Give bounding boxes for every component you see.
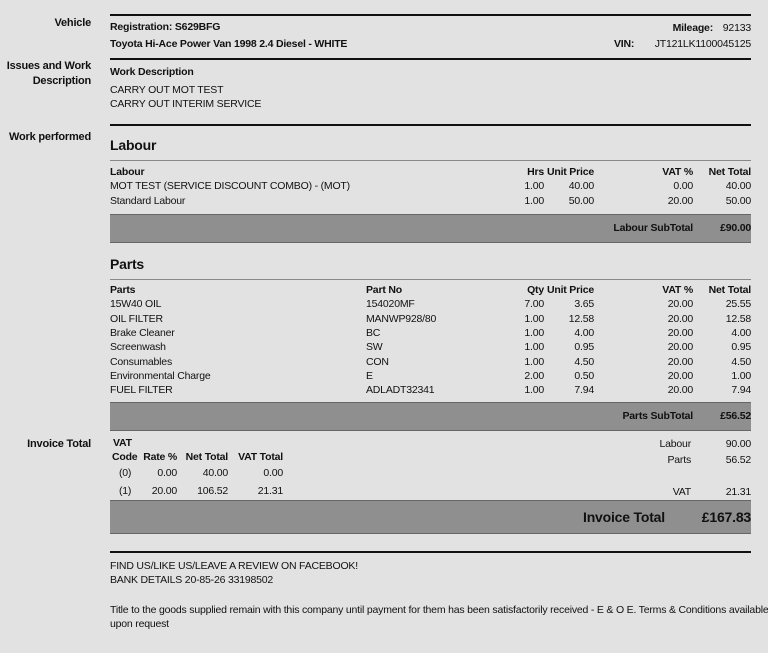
part-name: Brake Cleaner — [110, 327, 175, 340]
part-net-total: 1.00 — [731, 369, 751, 382]
vat-rate: 0.00 — [157, 467, 177, 479]
vat-col-header: VAT % — [662, 284, 693, 297]
vehicle-description: Toyota Hi-Ace Power Van 1998 2.4 Diesel - WHITE — [110, 38, 348, 50]
part-name: Screenwash — [110, 341, 166, 354]
labour-unit-price: 50.00 — [568, 194, 594, 207]
part-qty: 7.00 — [524, 298, 544, 311]
mileage-label: Mileage: — [672, 22, 713, 34]
work-description-line: CARRY OUT INTERIM SERVICE — [110, 98, 262, 110]
invoice-total-label: Invoice Total — [27, 438, 91, 450]
labour-vat: 0.00 — [673, 180, 693, 193]
part-net-total: 4.00 — [731, 327, 751, 340]
part-net-total: 4.50 — [731, 355, 751, 368]
part-name: 15W40 OIL — [110, 298, 162, 311]
part-name: OIL FILTER — [110, 312, 163, 325]
labour-description: Standard Labour — [110, 194, 186, 207]
part-vat: 20.00 — [667, 384, 693, 397]
part-no: ADLADT32341 — [366, 384, 435, 397]
invoice-total-band — [110, 500, 751, 534]
totals-labour-value: 90.00 — [725, 438, 751, 450]
part-net-total: 25.55 — [725, 298, 751, 311]
issues-label-line1: Issues and Work — [6, 60, 91, 72]
labour-net-total: 50.00 — [725, 194, 751, 207]
unit-price-col-header: Unit Price — [546, 284, 594, 297]
vehicle-label: Vehicle — [54, 17, 91, 29]
part-no: SW — [366, 341, 383, 354]
vat-net: 106.52 — [197, 485, 228, 497]
table-row — [110, 369, 751, 383]
part-no: E — [366, 369, 373, 382]
work-performed-rule — [110, 124, 751, 126]
part-unit-price: 3.65 — [574, 298, 594, 311]
labour-header-row — [110, 165, 751, 179]
parts-header-row — [110, 283, 751, 297]
part-name: Consumables — [110, 355, 172, 368]
part-no-col-header: Part No — [366, 284, 402, 297]
labour-unit-price: 40.00 — [568, 180, 594, 193]
parts-table — [110, 283, 751, 397]
part-qty: 1.00 — [524, 355, 544, 368]
grand-total-label: Invoice Total — [583, 509, 665, 525]
parts-col-header: Parts — [110, 284, 136, 297]
vin-label: VIN: — [614, 38, 635, 50]
labour-heading-rule — [110, 160, 751, 161]
part-qty: 1.00 — [524, 384, 544, 397]
parts-subtotal-value: £56.52 — [720, 410, 751, 422]
labour-subtotal-value: £90.00 — [720, 222, 751, 234]
part-vat: 20.00 — [667, 327, 693, 340]
parts-heading: Parts — [110, 256, 145, 272]
totals-vat-label: VAT — [672, 486, 691, 498]
table-row — [110, 194, 751, 208]
part-net-total: 12.58 — [725, 312, 751, 325]
net-total-col-header: Net Total — [708, 284, 751, 297]
footer-facebook: FIND US/LIKE US/LEAVE A REVIEW ON FACEBOOK! — [110, 560, 358, 572]
vat-code-header: Code — [112, 451, 138, 463]
table-row — [110, 354, 751, 368]
vat-total-header: VAT Total — [238, 451, 283, 463]
labour-net-total: 40.00 — [725, 180, 751, 193]
part-no: 154020MF — [366, 298, 415, 311]
part-qty: 2.00 — [524, 369, 544, 382]
part-vat: 20.00 — [667, 355, 693, 368]
labour-hrs: 1.00 — [524, 194, 544, 207]
part-unit-price: 0.95 — [574, 341, 594, 354]
part-no: CON — [366, 355, 389, 368]
table-row — [110, 340, 751, 354]
part-qty: 1.00 — [524, 341, 544, 354]
table-row — [110, 297, 751, 311]
rate-header: Rate % — [143, 451, 177, 463]
hrs-col-header: Hrs — [527, 166, 544, 179]
unit-price-col-header: Unit Price — [546, 166, 594, 179]
part-qty: 1.00 — [524, 327, 544, 340]
table-row — [110, 179, 751, 193]
part-no: BC — [366, 327, 381, 340]
vat-net: 40.00 — [202, 467, 228, 479]
part-net-total: 0.95 — [731, 341, 751, 354]
totals-parts-value: 56.52 — [725, 454, 751, 466]
labour-subtotal-band — [110, 214, 751, 243]
vin-value: JT121LK1100045125 — [654, 38, 751, 50]
labour-subtotal-label: Labour SubTotal — [613, 222, 693, 234]
labour-vat: 20.00 — [667, 194, 693, 207]
labour-col-header: Labour — [110, 166, 145, 179]
vat-code: (0) — [119, 467, 132, 479]
parts-heading-rule — [110, 279, 751, 280]
registration: Registration: S629BFG — [110, 21, 221, 33]
table-row — [110, 312, 751, 326]
part-vat: 20.00 — [667, 369, 693, 382]
part-vat: 20.00 — [667, 341, 693, 354]
part-name: FUEL FILTER — [110, 384, 173, 397]
labour-table — [110, 165, 751, 208]
vat-code: (1) — [119, 485, 132, 497]
part-no: MANWP928/80 — [366, 312, 437, 325]
vat-col-header: VAT % — [662, 166, 693, 179]
totals-vat-value: 21.31 — [725, 486, 751, 498]
top-rule — [110, 14, 751, 16]
labour-hrs: 1.00 — [524, 180, 544, 193]
part-unit-price: 0.50 — [574, 369, 594, 382]
work-description-title: Work Description — [110, 66, 194, 78]
vat-amount: 0.00 — [263, 467, 283, 479]
footer-rule — [110, 551, 751, 553]
footer-bank-details: BANK DETAILS 20-85-26 33198502 — [110, 574, 274, 586]
part-unit-price: 12.58 — [568, 312, 594, 325]
part-unit-price: 7.94 — [574, 384, 594, 397]
labour-description: MOT TEST (SERVICE DISCOUNT COMBO) - (MOT) — [110, 180, 350, 193]
grand-total-value: £167.83 — [701, 509, 751, 525]
vat-amount: 21.31 — [257, 485, 283, 497]
work-desc-rule — [110, 58, 751, 60]
vat-net-total-header: Net Total — [185, 451, 228, 463]
table-row — [110, 326, 751, 340]
work-description-line: CARRY OUT MOT TEST — [110, 84, 224, 96]
part-unit-price: 4.00 — [574, 327, 594, 340]
issues-label-line2: Description — [32, 75, 91, 87]
part-unit-price: 4.50 — [574, 355, 594, 368]
work-performed-label: Work performed — [9, 131, 91, 143]
mileage-value: 92133 — [722, 22, 751, 34]
labour-heading: Labour — [110, 137, 157, 153]
part-vat: 20.00 — [667, 312, 693, 325]
parts-subtotal-label: Parts SubTotal — [622, 410, 693, 422]
part-net-total: 7.94 — [731, 384, 751, 397]
totals-labour-label: Labour — [659, 438, 691, 450]
vat-header: VAT — [113, 437, 132, 449]
qty-col-header: Qty — [527, 284, 544, 297]
footer-terms-line1: Title to the goods supplied remain with this company until payment for them has been satisfactorily received - E & O E. Terms & Conditions available — [110, 604, 768, 616]
parts-subtotal-band — [110, 402, 751, 431]
part-name: Environmental Charge — [110, 369, 211, 382]
footer-terms-line2: upon request — [110, 618, 169, 630]
net-total-col-header: Net Total — [708, 166, 751, 179]
part-vat: 20.00 — [667, 298, 693, 311]
part-qty: 1.00 — [524, 312, 544, 325]
table-row — [110, 383, 751, 397]
totals-parts-label: Parts — [667, 454, 691, 466]
vat-rate: 20.00 — [151, 485, 177, 497]
